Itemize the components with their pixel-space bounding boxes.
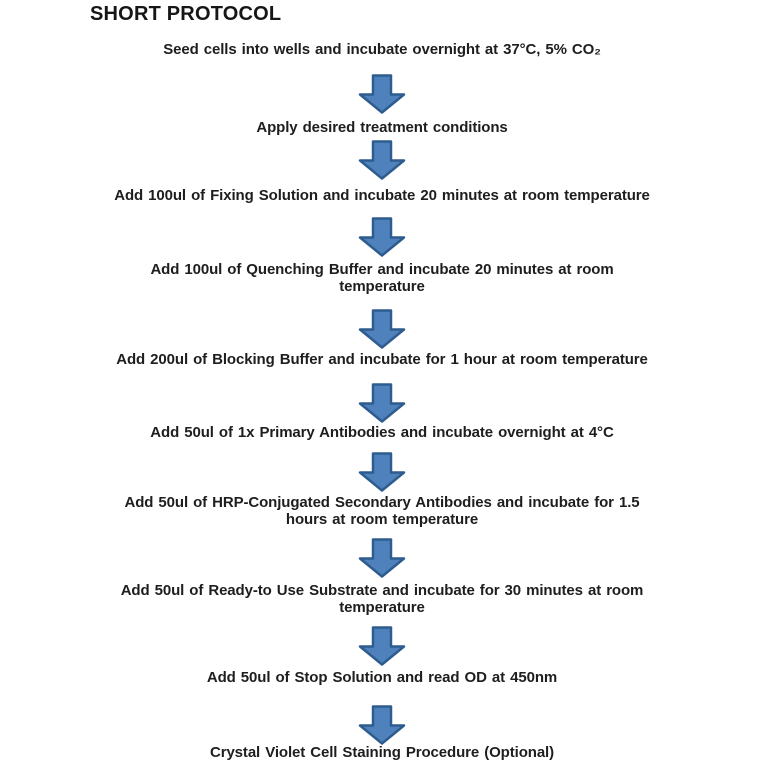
- step-text: Crystal Violet Cell Staining Procedure (Optional): [209, 744, 555, 761]
- step-text: Add 100ul of Fixing Solution and incubate 20 minutes at room temperature: [114, 187, 650, 204]
- step-text: Add 200ul of Blocking Buffer and incubate for 1 hour at room temperature: [116, 351, 648, 368]
- down-arrow-icon: [359, 452, 406, 492]
- protocol-step: [0, 351, 764, 368]
- step-text: hours at room temperature: [285, 511, 479, 528]
- down-arrow-icon: [359, 74, 406, 114]
- down-arrow-icon: [359, 538, 406, 578]
- step-text: Add 50ul of Stop Solution and read OD at 450nm: [206, 669, 558, 686]
- protocol-step: [0, 119, 764, 136]
- page-title: SHORT PROTOCOL: [90, 3, 282, 25]
- down-arrow-icon: [359, 217, 406, 257]
- step-text: temperature: [339, 599, 425, 616]
- protocol-step: [0, 424, 764, 441]
- down-arrow-icon: [359, 383, 406, 423]
- step-text: Add 50ul of HRP-Conjugated Secondary Antibodies and incubate for 1.5: [124, 494, 640, 511]
- down-arrow-icon: [359, 705, 406, 745]
- protocol-step: [0, 582, 764, 616]
- protocol-step: [0, 41, 764, 58]
- protocol-step: [0, 261, 764, 295]
- protocol-step: [0, 494, 764, 528]
- step-text: Apply desired treatment conditions: [256, 119, 508, 136]
- down-arrow-icon: [359, 309, 406, 349]
- down-arrow-icon: [359, 626, 406, 666]
- step-text: temperature: [339, 278, 425, 295]
- protocol-step: [0, 669, 764, 686]
- step-text: Add 50ul of Ready-to Use Substrate and incubate for 30 minutes at room: [120, 582, 644, 599]
- step-text: Add 50ul of 1x Primary Antibodies and incubate overnight at 4°C: [150, 424, 614, 441]
- step-text: Seed cells into wells and incubate overnight at 37°C, 5% CO₂: [163, 41, 601, 58]
- down-arrow-icon: [359, 140, 406, 180]
- protocol-step: [0, 744, 764, 761]
- step-text: Add 100ul of Quenching Buffer and incubate 20 minutes at room: [150, 261, 614, 278]
- protocol-step: [0, 187, 764, 204]
